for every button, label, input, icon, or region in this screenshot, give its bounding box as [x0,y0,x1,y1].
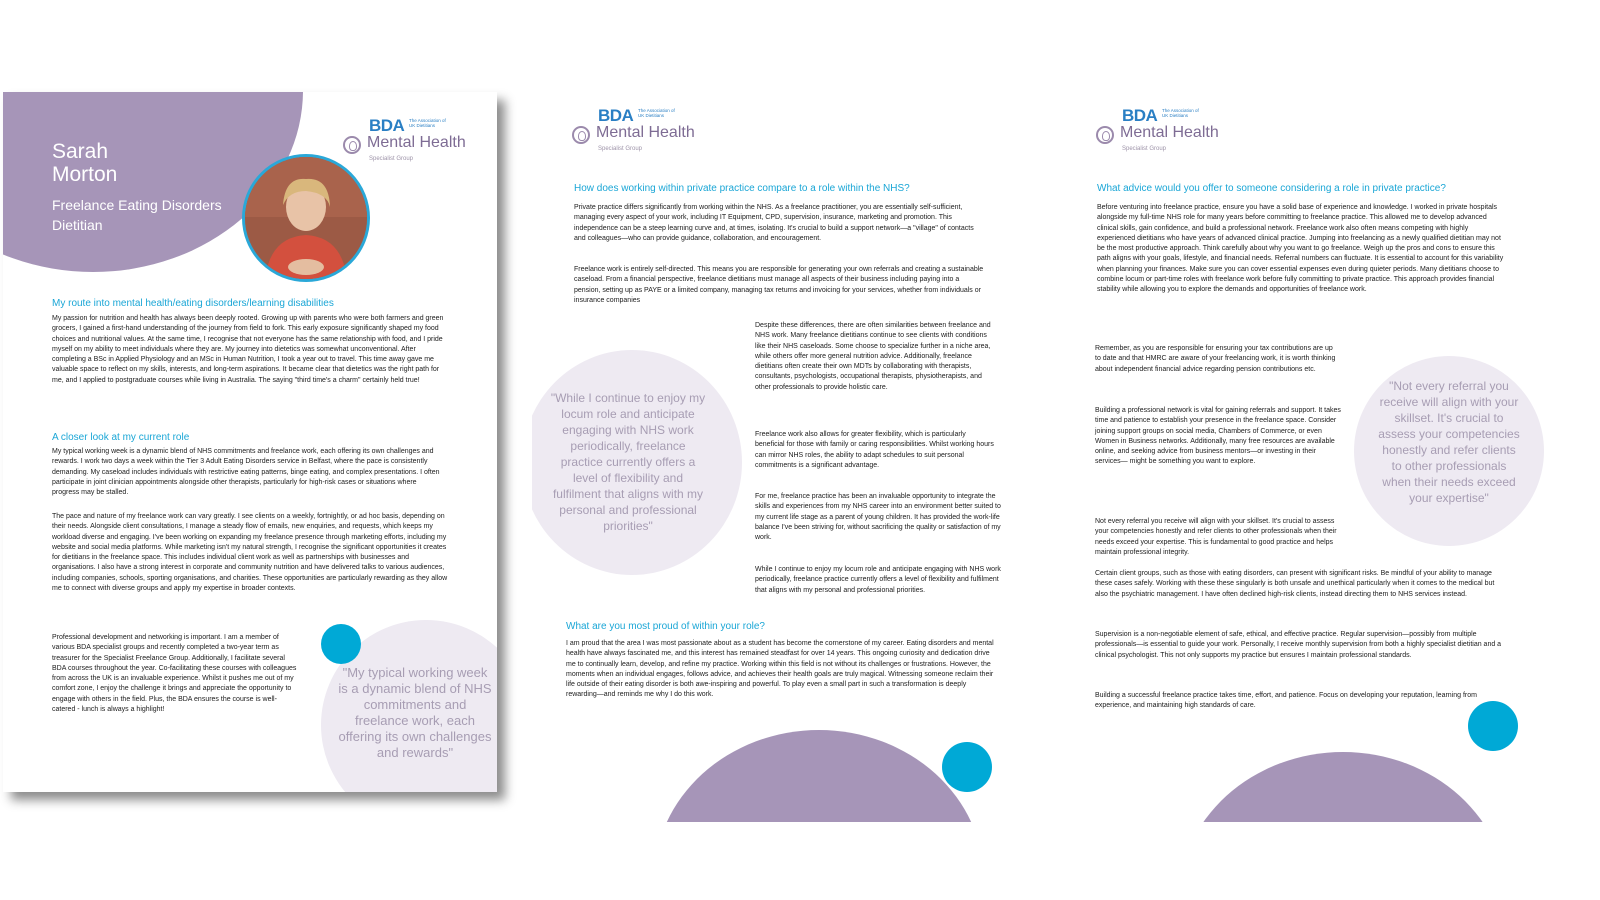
accent-dot [321,624,361,664]
section-heading: What advice would you offer to someone considering a role in private practice? [1097,183,1446,194]
paragraph: I am proud that the area I was most passionate about as a student has become the cornerstone of my career. Eating disorders and mental health have always fascinated me, and this interest has remained steadfast for over 14 years. This ongoing curiosity and dedication drive me to continually learn, develop, and refine my practice. Working within this field is not without its challenges or frustrations. However, the moments when an individual engages, follows advice, and achieves their health goals are truly magical. Witnessing someone reclaim their life outside of their eating disorder is both awe-inspiring and powerful. To play even a small part in such a transformation is deeply rewarding—and reminds me why I do this work. [566,640,994,699]
paragraph: Supervision is a non-negotiable element of safe, ethical, and effective practice. Regular supervision—possibly from multiple professionals—is essential to guide your work. Personally, I receive monthly supervision from both a highly specialist dietitian and a clinical psychologist. This not only supports my practice but ensures I maintain professional standards. [1095,631,1502,659]
paragraph: Professional development and networking is important. I am a member of various BDA specialist groups and recently completed a two-year term as treasurer for the Specialist Freelance Group. Additionally, I facilitate several BDA courses throughout the year. Co-facilitating these courses with colleagues from across the UK is an invaluable experience. Whilst it pushes me out of my comfort zone, I enjoy the challenge it brings and appreciate the opportunity to engage with others in the field. Plus, the BDA ensures the course is well-catered - lunch is always a highlight! [52,634,297,714]
pull-quote: "While I continue to enjoy my locum role and anticipate engaging with NHS work periodically, freelance practice currently offers a level of flexibility and fulfilment that aligns with my personal and professional priorities" [550,391,706,533]
paragraph: Freelance work also allows for greater flexibility, which is particularly beneficial for those with family or caring responsibilities. Whilst working hours can mirror NHS roles, the ability to adapt schedules to suit personal commitments is a significant advantage. [755,431,994,469]
paragraph: Before venturing into freelance practice, ensure you have a solid base of experience and knowledge. I worked in private hospitals alongside my full-time NHS role for many years before committing to freelance practice. This allowed me to develop advanced clinical skills, gain confidence, and build a professional network. Freelance work also often means competing with highly experienced dietitians who have years of advanced clinical practice. Jumping into freelancing as a newly qualified dietitian may not be the most productive approach. Think carefully about why you want to go freelance. Weigh up the pros and cons to ensure this path aligns with your goals, lifestyle, and financial needs. Referral numbers can fluctuate. It is essential to account for this variability when planning your finances. Make sure you can cover essential expenses even during quieter periods. Many dietitians choose to combine locum or part-time roles with freelance work before fully committing to private practice. This approach provides financial stability while allowing you to explore the demands and opportunities of freelance work. [1097,204,1504,294]
paragraph: While I continue to enjoy my locum role and anticipate engaging with NHS work periodically, freelance practice currently offers a level of flexibility and fulfilment that aligns with my personal and professional priorities. [755,566,1001,594]
section-heading: What are you most proud of within your role? [566,621,765,632]
profile-page-3 [1058,92,1558,822]
pull-quote: "My typical working week is a dynamic blend of NHS commitments and freelance work, each offering its own challenges and rewards" [338,665,492,760]
profile-name: Sarah Morton [52,140,118,186]
accent-dot [1468,701,1518,751]
profile-page-1 [3,92,497,792]
bda-mental-health-logo: BDA The Association of UK Dietitians Mental Health Specialist Group [568,106,718,164]
footer-purple-shape [654,730,984,822]
footer-purple-shape [1178,752,1508,822]
paragraph: Despite these differences, there are often similarities between freelance and NHS work. Many freelance dietitians continue to see clients with conditions like their NHS caseloads. Some choose to specialize further in a niche area, while others offer more general nutrition advice. Additionally, freelance dietitians often create their own MDTs by collaborating with therapists, consultants, psychologists, occupational therapists, physiotherapists, and other professionals to provide holistic care. [755,322,991,391]
bda-mental-health-logo: BDA The Association of UK Dietitians Mental Health Specialist Group [339,116,489,174]
profile-photo [242,154,370,282]
bda-mental-health-logo: BDA The Association of UK Dietitians Mental Health Specialist Group [1092,106,1242,164]
paragraph: Remember, as you are responsible for ensuring your tax contributions are up to date and that HMRC are aware of your freelancing work, it is worth thinking about independent financial advice regarding pension contributions etc. [1095,345,1336,373]
paragraph: Private practice differs significantly from working within the NHS. As a freelance practitioner, you are essentially self-sufficient, managing every aspect of your work, including IT Equipment, CPD, supervision, insurance, marketing and promotion. This independence can be a steep learning curve and, at times, isolating. It's crucial to build a support network—a "village" of contacts and colleagues—who can provide guidance, collaboration, and encouragement. [574,204,974,242]
profile-role: Freelance Eating Disorders Dietitian [52,197,222,233]
section-heading: A closer look at my current role [52,432,190,443]
paragraph: The pace and nature of my freelance work can vary greatly. I see clients on a weekly, fortnightly, or ad hoc basis, depending on their needs. Alongside client consultations, I manage a steady flow of emails, new enquiries, and requests, which keeps my workload diverse and engaging. I've been working on expanding my freelance presence through marketing efforts, including my website and social media platforms. While marketing isn't my natural strength, I recognise the significant opportunities it creates for dietitians in the freelance space. This includes individual client work as well as partnerships with businesses and organisations. I also have a strong interest in corporate and community nutrition and have delivered talks to various audiences, including companies, schools, sporting organisations, and charities. These opportunities are particularly rewarding as they allow me to connect with diverse groups and apply my expertise in broader contexts. [52,513,448,593]
paragraph: For me, freelance practice has been an invaluable opportunity to integrate the skills and experiences from my NHS career into an environment better suited to my current life stage as a parent of young children. It has provided the work-life balance I've been striving for, without sacrificing the quality or satisfaction of my work. [755,493,1001,542]
paragraph: Building a successful freelance practice takes time, effort, and patience. Focus on developing your reputation, learning from experience, and maintaining high standards of care. [1095,692,1477,710]
paragraph: My typical working week is a dynamic blend of NHS commitments and freelance work, each offering its own challenges and rewards. I work two days a week within the Tier 3 Adult Eating Disorders service in Belfast, where the pace is consistently demanding. My caseload includes individuals with restrictive eating patterns, binge eating, and complex presentations. I often participate in joint clinician appointments alongside other therapists, particularly for high-risk cases or situations where progress may be stalled. [52,448,440,497]
head-icon [1096,126,1114,144]
paragraph: Not every referral you receive will align with your skillset. It's crucial to assess your competencies honestly and refer clients to other professionals when their needs exceed your expertise. This is fundamental to good practice and helps maintain professional integrity. [1095,518,1337,556]
paragraph: My passion for nutrition and health has always been deeply rooted. Growing up with parents who were both farmers and green grocers, I gained a first-hand understanding of the journey from field to fork. This early exposure significantly shaped my food choices and nutritional values. At the same time, I recognise that not everyone has the same relationship with food, and I pride myself on my ability to meet individuals where they are. My journey into dietetics was somewhat unconventional. After completing a BSc in Applied Physiology and an MSc in Human Nutrition, I took a year out to travel. This time away gave me valuable space to reflect on my skills, interests, and long-term aspirations. It became clear that dietetics was the right path for me, and I applied to postgraduate courses while living in Australia. The saying "third time's a charm" certainly held true! [52,315,444,384]
paragraph: Building a professional network is vital for gaining referrals and support. It takes time and patience to establish your presence in the freelance space. Consider joining support groups on social media, Chambers of Commerce, or even Women in Business networks. Additionally, many free resources are available online, and seeking advice from business mentors—or investing in their services— might be something you want to explore. [1095,407,1341,466]
paragraph: Freelance work is entirely self-directed. This means you are responsible for generating your own referrals and creating a sustainable caseload. From a financial perspective, freelance dietitians must manage all aspects of their business including paying into a pension, setting up as PAYE or a limited company, managing tax returns and invoicing for your services, whether from individuals or insurance companies [574,266,984,304]
paragraph: Certain client groups, such as those with eating disorders, can present with significant risks. Be mindful of your ability to manage these cases safely. Working with these these singularly is both unsafe and unethical particularly when it comes to the medical but also the psychiatric management. I have often declined high-risk clients, instead directing them to NHS services instead. [1095,570,1495,598]
accent-dot [942,742,992,792]
section-heading: My route into mental health/eating disorders/learning disabilities [52,298,334,309]
pull-quote: "Not every referral you receive will align with your skillset. It's crucial to assess your competencies honestly and refer clients to other professionals when their needs exceed your expertise" [1378,379,1520,505]
head-icon [572,126,590,144]
profile-page-2 [532,92,1032,822]
section-heading: How does working within private practice compare to a role within the NHS? [574,183,910,194]
head-icon [343,136,361,154]
